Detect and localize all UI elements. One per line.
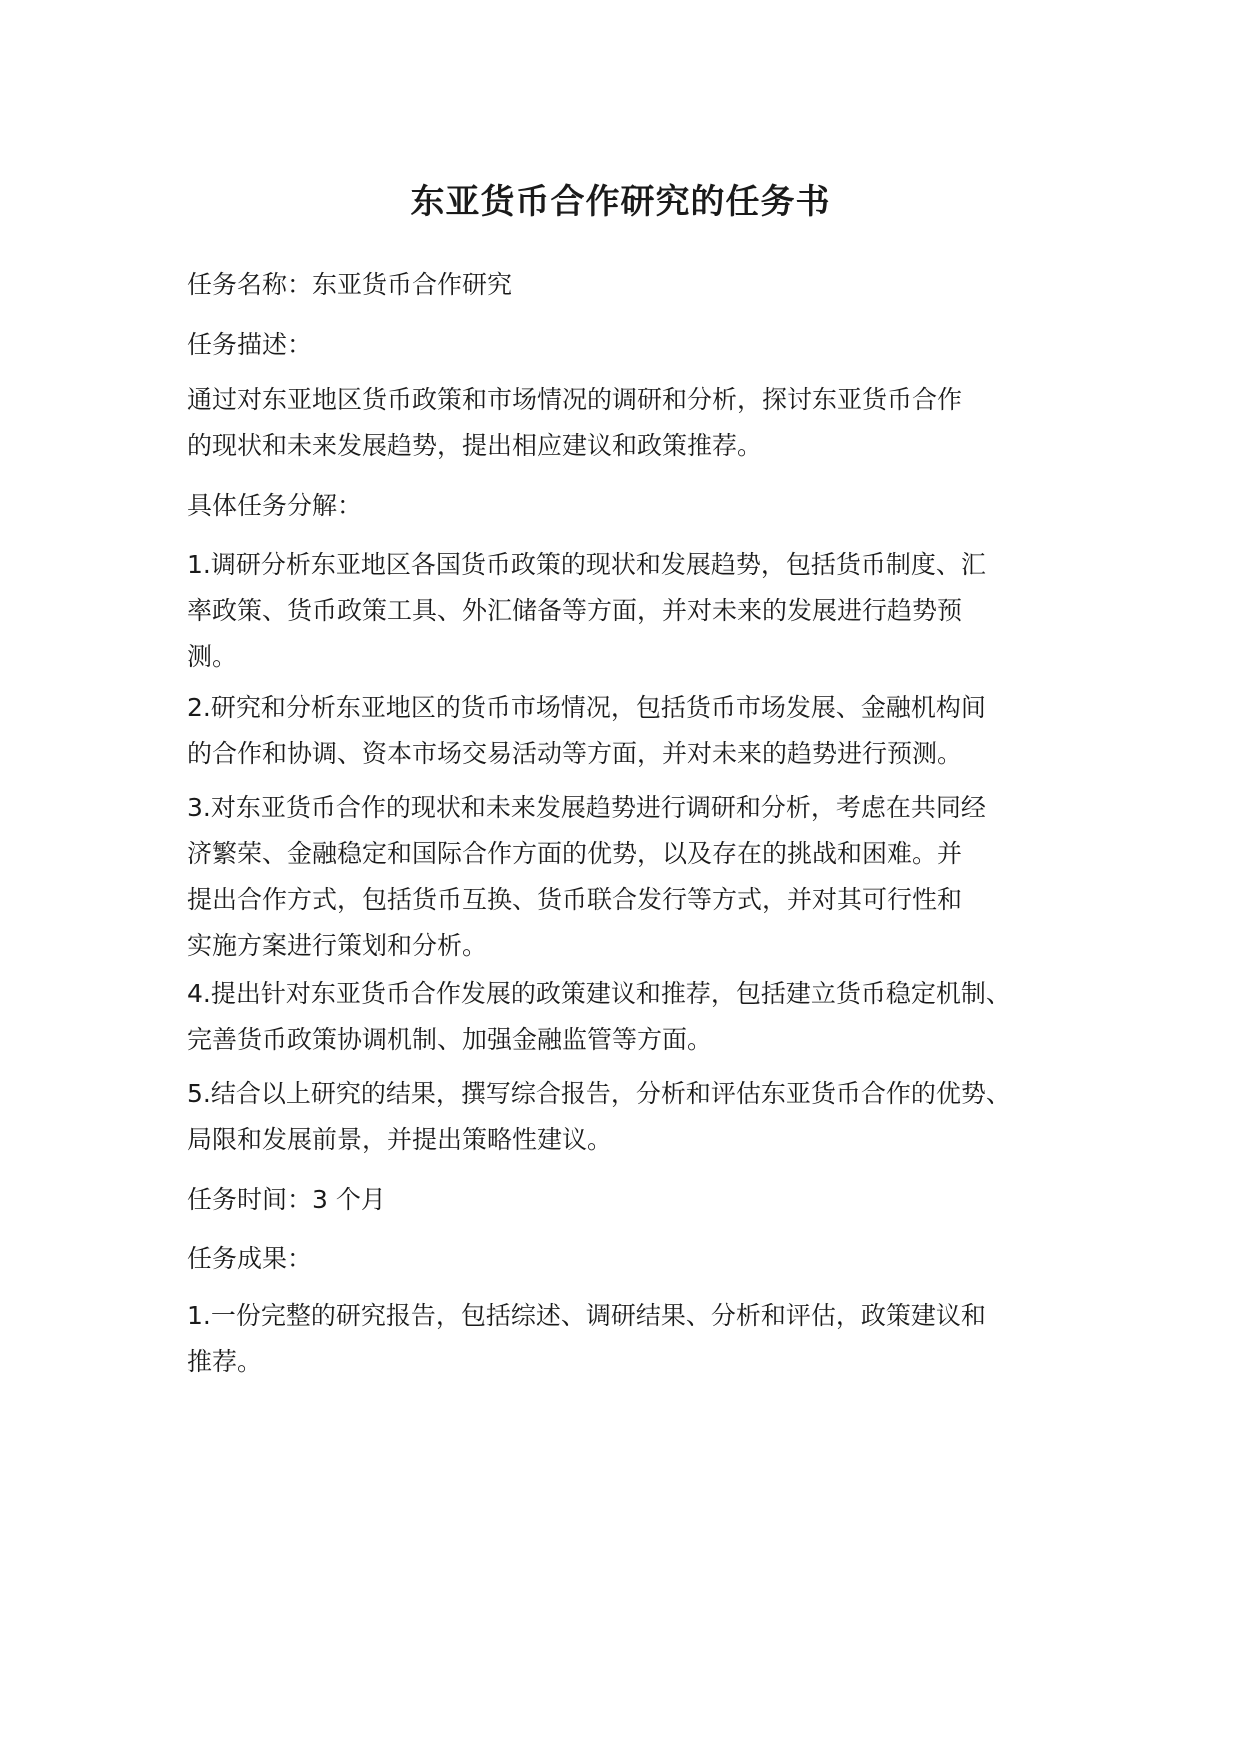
task-description-label: 任务描述： (187, 330, 313, 359)
breakdown-item-5: 5.结合以上研究的结果，撰写综合报告，分析和评估东亚货币合作的优势、 局限和发展前景，并提出策略性建议。 (187, 1079, 1011, 1154)
task-time: 任务时间：3 个月 (187, 1185, 386, 1214)
task-description: 通过对东亚地区货币政策和市场情况的调研和分析，探讨东亚货币合作 的现状和未来发展趋势，提出相应建议和政策推荐。 (187, 385, 963, 460)
results-label: 任务成果： (187, 1244, 313, 1273)
breakdown-item-4: 4.提出针对东亚货币合作发展的政策建议和推荐，包括建立货币稳定机制、 完善货币政策协调机制、加强金融监管等方面。 (187, 979, 1011, 1054)
results-item-1: 1.一份完整的研究报告，包括综述、调研结果、分析和评估，政策建议和 推荐。 (187, 1301, 986, 1376)
breakdown-item-3: 3.对东亚货币合作的现状和未来发展趋势进行调研和分析，考虑在共同经 济繁荣、金融稳定和国际合作方面的优势，以及存在的挑战和困难。并 提出合作方式，包括货币互换、货币联合发行等方式，并对其可行性和 实施方案进行策划和分析。 (187, 793, 986, 960)
task-name: 任务名称：东亚货币合作研究 (187, 270, 513, 299)
breakdown-item-1: 1.调研分析东亚地区各国货币政策的现状和发展趋势，包括货币制度、汇 率政策、货币政策工具、外汇储备等方面，并对未来的发展进行趋势预 测。 (187, 550, 986, 671)
breakdown-item-2: 2.研究和分析东亚地区的货币市场情况，包括货币市场发展、金融机构间 的合作和协调、资本市场交易活动等方面，并对未来的趋势进行预测。 (187, 693, 986, 768)
breakdown-label: 具体任务分解： (187, 491, 363, 520)
document-title: 东亚货币合作研究的任务书 (410, 182, 831, 222)
